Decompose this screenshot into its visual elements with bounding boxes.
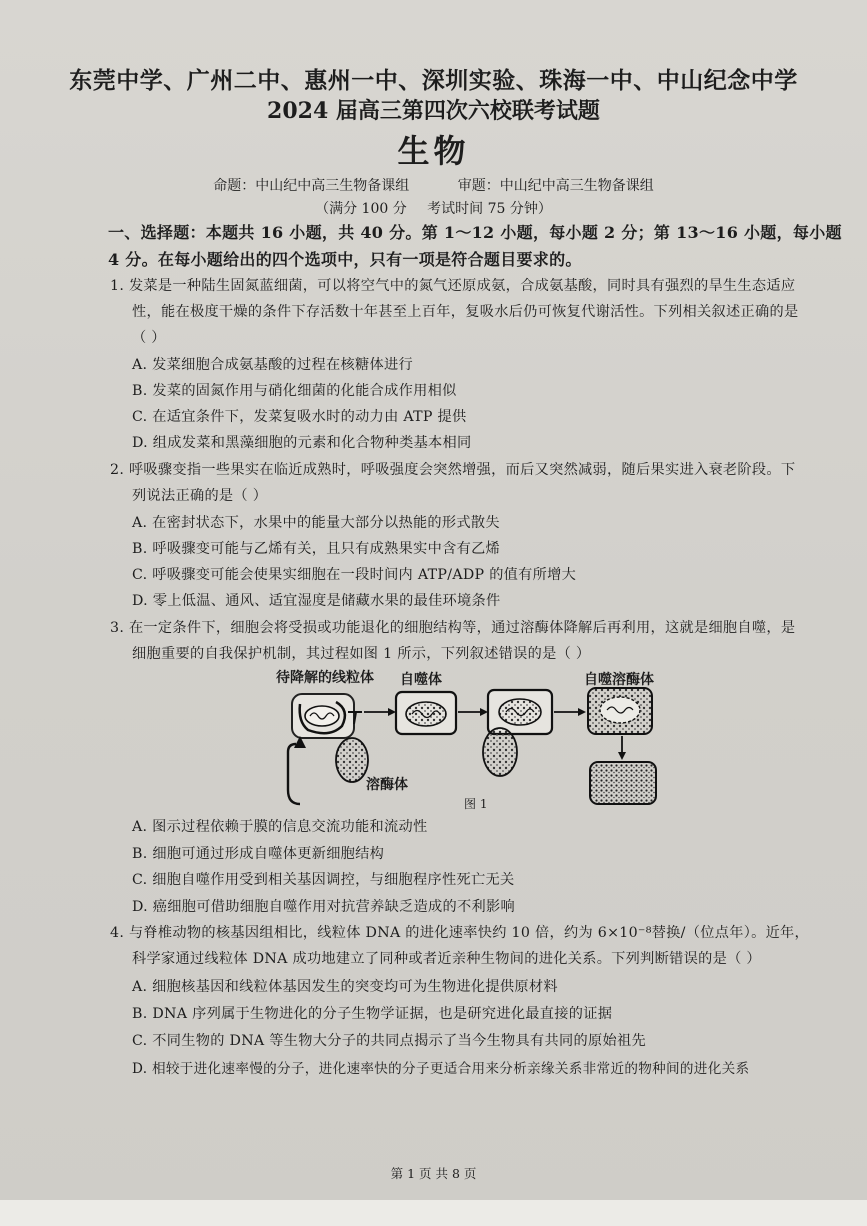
exam-meta bbox=[0, 198, 867, 218]
q3-stem-line1: 3. 在一定条件下，细胞会将受损或功能退化的细胞结构等，通过溶酶体降解后再利用，这就是细胞自噬，是 bbox=[110, 620, 796, 636]
q2-option-c: C. 呼吸骤变可能会使果实细胞在一段时间内 ATP/ADP 的值有所增大 bbox=[132, 567, 577, 583]
q3-stem-line2: 细胞重要的自我保护机制，其过程如图 1 所示，下列叙述错误的是（ ） bbox=[132, 646, 591, 662]
arrow-3 bbox=[554, 708, 586, 716]
lysosome-fusing bbox=[483, 728, 517, 776]
exam-title: 2024 届高三第四次六校联考试题 bbox=[267, 98, 600, 124]
fig-label-autolysosome: 自噬溶酶体 bbox=[584, 672, 654, 688]
cell-stage-1 bbox=[292, 694, 354, 738]
subject-title: 生物 bbox=[397, 132, 470, 170]
arrow-1 bbox=[364, 708, 396, 716]
q2-option-d: D. 零上低温、通风、适宜湿度是储藏水果的最佳环境条件 bbox=[132, 593, 501, 609]
q1-option-a: A. 发菜细胞合成氨基酸的过程在核糖体进行 bbox=[132, 357, 413, 373]
autophagy-diagram bbox=[270, 664, 670, 814]
lysosome bbox=[336, 738, 368, 782]
q4-stem-line2: 科学家通过线粒体 DNA 成功地建立了同种或者近亲种生物间的进化关系。下列判断错误的是（ ） bbox=[132, 951, 761, 967]
arrow-down bbox=[618, 736, 626, 760]
time-text: 考试时间 75 分钟） bbox=[427, 201, 552, 217]
schools-title: 东莞中学、广州二中、惠州一中、深圳实验、珠海一中、中山纪念中学 bbox=[69, 67, 798, 94]
q1-stem-line1: 1. 发菜是一种陆生固氮蓝细菌，可以将空气中的氮气还原成氨，合成氨基酸，同时具有强烈的旱生生态适应 bbox=[110, 278, 796, 294]
q2-option-b: B. 呼吸骤变可能与乙烯有关，且只有成熟果实中含有乙烯 bbox=[132, 541, 501, 557]
q4-option-b: B. DNA 序列属于生物进化的分子生物学证据，也是研究进化最直接的证据 bbox=[132, 1006, 613, 1022]
q2-option-a: A. 在密封状态下，水果中的能量大部分以热能的形式散失 bbox=[132, 515, 500, 531]
q3-option-b: B. 细胞可通过形成自噬体更新细胞结构 bbox=[132, 846, 385, 862]
fig-label-autophagosome: 自噬体 bbox=[400, 672, 442, 688]
score-text: （满分 100 分 bbox=[315, 201, 407, 217]
cell-stage-4 bbox=[588, 688, 652, 734]
scan-bottom-margin bbox=[0, 1200, 867, 1226]
q4-stem-line1: 4. 与脊椎动物的核基因组相比，线粒体 DNA 的进化速率快约 10 倍，约为 6×10⁻⁸替换/（位点年）。近年， bbox=[110, 925, 810, 941]
arrow-2 bbox=[458, 708, 488, 716]
q2-stem-line1: 2. 呼吸骤变指一些果实在临近成熟时，呼吸强度会突然增强，而后又突然减弱，随后果实进入衰老阶段。下 bbox=[110, 462, 796, 478]
autophagy-svg bbox=[270, 664, 670, 814]
cell-stage-5 bbox=[590, 762, 656, 804]
section-instruction-line2: 4 分。在每小题给出的四个选项中，只有一项是符合题目要求的。 bbox=[108, 250, 582, 269]
q4-option-a: A. 细胞核基因和线粒体基因发生的突变均可为生物进化提供原材料 bbox=[132, 979, 558, 995]
q1-answer-blank: （ ） bbox=[132, 330, 166, 346]
fig-label-mitochondrion: 待降解的线粒体 bbox=[276, 670, 374, 686]
q3-option-a: A. 图示过程依赖于膜的信息交流功能和流动性 bbox=[132, 819, 428, 835]
q1-option-d: D. 组成发菜和黑藻细胞的元素和化合物种类基本相同 bbox=[132, 435, 472, 451]
q3-option-d: D. 癌细胞可借助细胞自噬作用对抗营养缺乏造成的不利影响 bbox=[132, 899, 515, 915]
return-arrow bbox=[288, 736, 306, 804]
page-footer: 第 1 页 共 8 页 bbox=[390, 1166, 477, 1181]
setter-text: 命题：中山纪中高三生物备课组 bbox=[213, 178, 410, 194]
q4-option-d: D. 相较于进化速率慢的分子，进化速率快的分子更适合用来分析亲缘关系非常近的物种间的进化关系 bbox=[132, 1061, 750, 1077]
q1-stem-line2: 性，能在极度干燥的条件下存活数十年甚至上百年，复吸水后仍可恢复代谢活性。下列相关叙述正确的是 bbox=[132, 304, 799, 320]
figure-caption: 图 1 bbox=[464, 797, 488, 811]
fig-label-lysosome: 溶酶体 bbox=[366, 777, 408, 793]
cell-stage-2 bbox=[396, 692, 456, 734]
q3-option-c: C. 细胞自噬作用受到相关基因调控，与细胞程序性死亡无关 bbox=[132, 872, 515, 888]
q4-option-c: C. 不同生物的 DNA 等生物大分子的共同点揭示了当今生物具有共同的原始祖先 bbox=[132, 1033, 646, 1049]
authors-line bbox=[0, 175, 867, 195]
q2-stem-line2: 列说法正确的是（ ） bbox=[132, 488, 268, 504]
q1-option-c: C. 在适宜条件下，发菜复吸水时的动力由 ATP 提供 bbox=[132, 409, 467, 425]
section-instruction-line1: 一、选择题：本题共 16 小题，共 40 分。第 1～12 小题，每小题 2 分；第 13～16 小题，每小题 bbox=[108, 223, 842, 242]
q1-option-b: B. 发菜的固氮作用与硝化细菌的化能合成作用相似 bbox=[132, 383, 457, 399]
reviewer-text: 审题：中山纪中高三生物备课组 bbox=[457, 178, 654, 194]
